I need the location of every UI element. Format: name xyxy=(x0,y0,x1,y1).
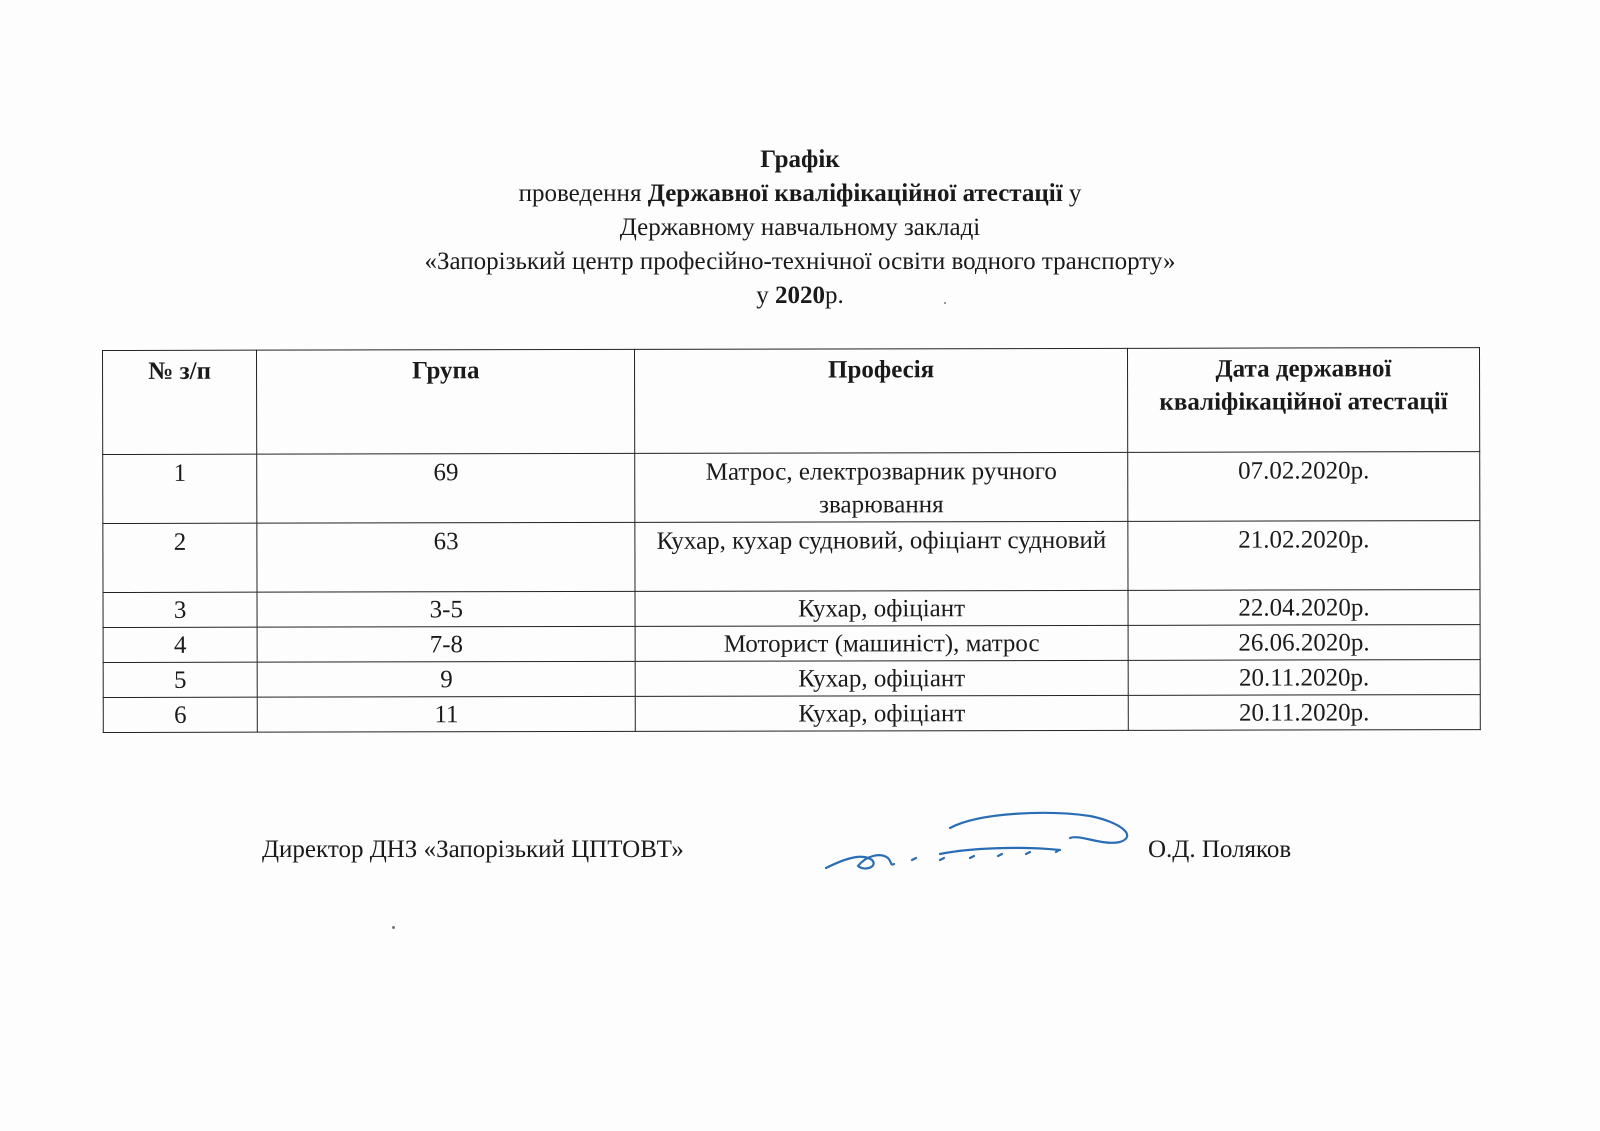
signature-dot-4 xyxy=(998,854,1002,856)
table-row xyxy=(103,625,1480,663)
cell-date: 21.02.2020р. xyxy=(1128,521,1480,591)
cell-group: 63 xyxy=(257,522,635,592)
cell-profession: Кухар, офіціант xyxy=(635,660,1128,696)
cell-number: 1 xyxy=(103,454,257,523)
signature-dot-2 xyxy=(940,858,944,860)
cell-number: 2 xyxy=(103,523,257,592)
cell-group: 7-8 xyxy=(257,626,635,662)
signature-main-stroke xyxy=(826,855,894,868)
table-header-row xyxy=(103,348,1480,455)
heading-line-2-prefix: проведення xyxy=(518,180,648,207)
director-name: О.Д. Поляков xyxy=(1148,836,1292,863)
signature-dot-1 xyxy=(912,858,916,860)
cell-number: 3 xyxy=(103,592,257,627)
cell-date: 20.11.2020р. xyxy=(1128,695,1480,731)
header-date: Дата державної кваліфікаційної атестації xyxy=(1127,348,1479,453)
heading-line-3: Державному навчальному закладі xyxy=(619,214,981,241)
cell-group: 11 xyxy=(257,696,635,732)
scan-speck xyxy=(944,302,946,304)
table-row xyxy=(103,590,1480,628)
header-group: Група xyxy=(257,349,635,454)
cell-date: 20.11.2020р. xyxy=(1128,660,1480,696)
cell-date: 07.02.2020р. xyxy=(1128,452,1480,522)
signature-tail-stroke xyxy=(940,848,1060,854)
cell-date: 22.04.2020р. xyxy=(1128,590,1480,626)
heading-line-2-suffix: у xyxy=(1062,180,1082,207)
table-row xyxy=(103,521,1480,593)
table-row xyxy=(103,660,1480,698)
table-row xyxy=(103,452,1480,524)
cell-number: 5 xyxy=(103,662,257,697)
cell-group: 69 xyxy=(257,453,635,523)
header-profession: Професія xyxy=(635,348,1128,453)
heading-line-4: «Запорізький центр професійно-технічної освіти водного транспорту» xyxy=(424,248,1176,275)
director-signature xyxy=(820,806,1140,886)
heading-line-5-suffix: р. xyxy=(825,282,844,309)
document-title: Графік xyxy=(760,146,840,173)
attestation-schedule-table xyxy=(102,347,1481,733)
cell-date: 26.06.2020р. xyxy=(1128,625,1480,661)
cell-number: 4 xyxy=(103,627,257,662)
signature-dot-3 xyxy=(970,856,974,858)
table-row xyxy=(103,695,1480,733)
cell-profession: Кухар, кухар судновий, офіціант судновий xyxy=(635,521,1128,591)
document-heading xyxy=(0,143,1600,313)
cell-profession: Кухар, офіціант xyxy=(636,695,1129,731)
heading-line-5-prefix: у xyxy=(756,282,775,309)
heading-line-5 xyxy=(0,279,1600,313)
director-position: Директор ДНЗ «Запорізький ЦПТОВТ» xyxy=(262,836,684,863)
cell-profession: Матрос, електрозварник ручного зварювання xyxy=(635,452,1128,522)
cell-group: 3-5 xyxy=(257,591,635,627)
heading-year: 2020 xyxy=(775,282,825,309)
cell-profession: Моторист (машиніст), матрос xyxy=(635,625,1128,661)
heading-line-2 xyxy=(0,177,1600,211)
heading-line-2-bold: Державної кваліфікаційної атестації xyxy=(647,180,1063,207)
cell-number: 6 xyxy=(103,697,257,732)
signature-loop-stroke xyxy=(950,813,1127,843)
scan-speck xyxy=(392,926,395,929)
cell-group: 9 xyxy=(257,661,635,697)
signature-dot-5 xyxy=(1026,852,1030,854)
header-number: № з/п xyxy=(103,350,257,454)
signature-strokes xyxy=(826,813,1127,869)
cell-profession: Кухар, офіціант xyxy=(635,590,1128,626)
